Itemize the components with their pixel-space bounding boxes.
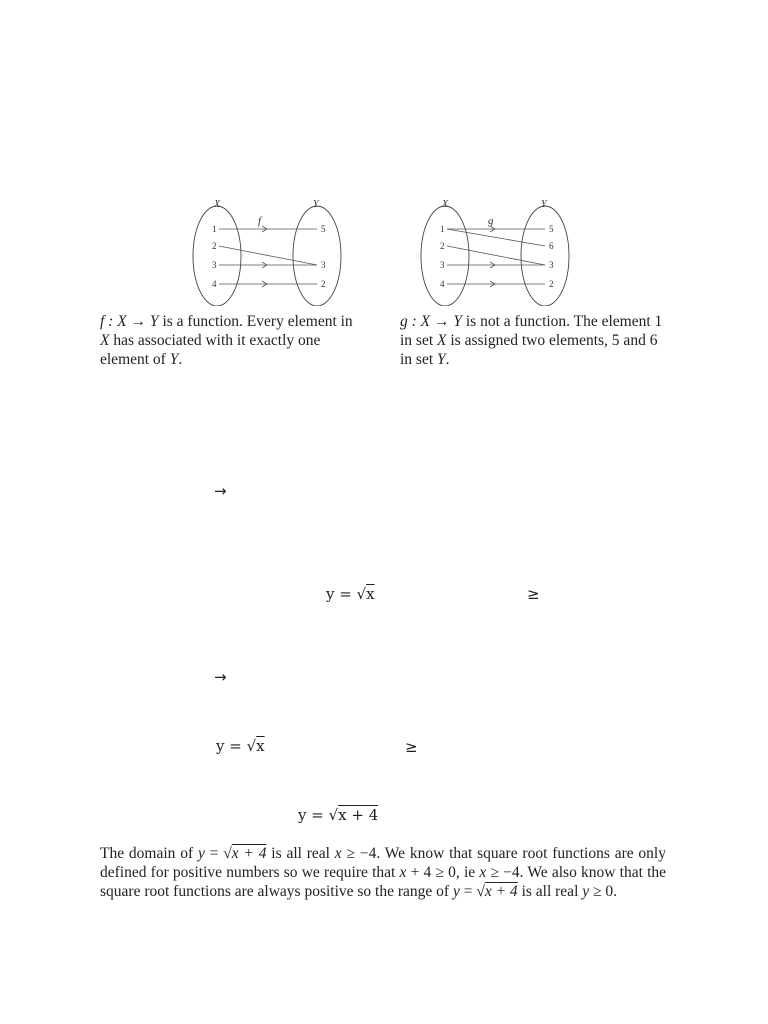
para-text: = √ xyxy=(459,883,485,900)
para-text: ≥ −4. We also know that the square root functions are always positive so the range of xyxy=(100,864,667,900)
set-y-ellipse xyxy=(293,206,341,306)
set-x-ellipse xyxy=(193,206,241,306)
x-element-2: 2 xyxy=(212,241,217,251)
y-element-5: 5 xyxy=(321,224,326,234)
y-element-3: 3 xyxy=(321,260,326,270)
set-y-label: Y xyxy=(313,199,319,210)
x-element-1: 1 xyxy=(212,224,217,234)
x-element-4: 4 xyxy=(212,279,217,289)
caption-math: Y xyxy=(437,351,446,368)
geq-symbol-1: ≥ xyxy=(527,585,540,603)
set-y-ellipse xyxy=(521,206,569,306)
x-element-4: 4 xyxy=(440,279,445,289)
function-f-diagram xyxy=(190,194,360,306)
equation-radicand: x + 4 xyxy=(338,806,379,824)
equation-prefix: y = √ xyxy=(298,806,339,824)
caption-math: g : X → Y xyxy=(400,313,462,330)
caption-math: X xyxy=(437,332,447,349)
equation-prefix: y = √ xyxy=(326,585,367,603)
para-math-radicand: x + 4 xyxy=(484,883,518,900)
set-y-label: Y xyxy=(541,199,547,210)
caption-text: is assigned two elements, 5 and 6 in set xyxy=(400,332,658,368)
caption-math: X xyxy=(100,332,110,349)
set-x-ellipse xyxy=(421,206,469,306)
para-text: The domain of xyxy=(100,845,198,862)
caption-text: is not a function. The element 1 in set xyxy=(400,313,663,349)
y-element-5: 5 xyxy=(549,224,554,234)
mapping-2-3 xyxy=(219,246,317,265)
caption-math: Y xyxy=(169,351,179,368)
function-f-caption xyxy=(100,312,365,369)
x-element-3: 3 xyxy=(440,260,445,270)
para-text: is all real xyxy=(266,845,335,862)
equation-radicand: x xyxy=(256,737,265,755)
caption-math: f : X → Y xyxy=(100,313,159,330)
y-element-6: 6 xyxy=(549,241,554,251)
equation-sqrt-x-2 xyxy=(216,737,265,755)
mapping-2-3 xyxy=(447,246,545,265)
para-text: ≥ 0. xyxy=(589,883,618,900)
para-text: + 4 ≥ 0, ie xyxy=(406,864,480,881)
y-element-2: 2 xyxy=(321,279,326,289)
caption-text: . xyxy=(445,351,450,368)
x-element-2: 2 xyxy=(440,241,445,251)
para-text: = √ xyxy=(204,845,232,862)
para-text: is all real xyxy=(517,883,583,900)
para-math: x xyxy=(399,864,407,881)
function-g-diagram xyxy=(418,194,588,306)
caption-text: has associated with it exactly one element of xyxy=(100,332,321,368)
para-math-radicand: x + 4 xyxy=(231,845,267,862)
caption-text: . xyxy=(178,351,183,368)
set-x-label: X xyxy=(442,199,449,210)
y-element-3: 3 xyxy=(549,260,554,270)
caption-text: is a function. Every element in xyxy=(158,313,353,330)
equation-sqrt-x-plus-4 xyxy=(298,806,378,824)
equation-sqrt-x-1 xyxy=(326,585,375,603)
para-text: ≥ −4. We know that square root functions are only defined for positive numbers so we require that xyxy=(100,845,666,881)
y-element-2: 2 xyxy=(549,279,554,289)
para-math: y xyxy=(452,883,460,900)
equation-radicand: x xyxy=(366,585,375,603)
geq-symbol-2: ≥ xyxy=(405,738,418,756)
para-math: x xyxy=(479,864,487,881)
para-math: y xyxy=(582,883,590,900)
domain-range-paragraph xyxy=(100,844,666,901)
arrow-symbol-1: → xyxy=(214,482,227,500)
equation-prefix: y = √ xyxy=(216,737,257,755)
function-g-caption xyxy=(400,312,665,369)
mapping-1-6 xyxy=(447,229,545,246)
para-math: y xyxy=(197,845,205,862)
arrow-symbol-2: → xyxy=(214,668,227,686)
x-element-1: 1 xyxy=(440,224,445,234)
set-x-label: X xyxy=(214,199,221,210)
para-math: x xyxy=(334,845,342,862)
function-label: g xyxy=(488,215,494,227)
function-label: f xyxy=(258,215,262,227)
x-element-3: 3 xyxy=(212,260,217,270)
